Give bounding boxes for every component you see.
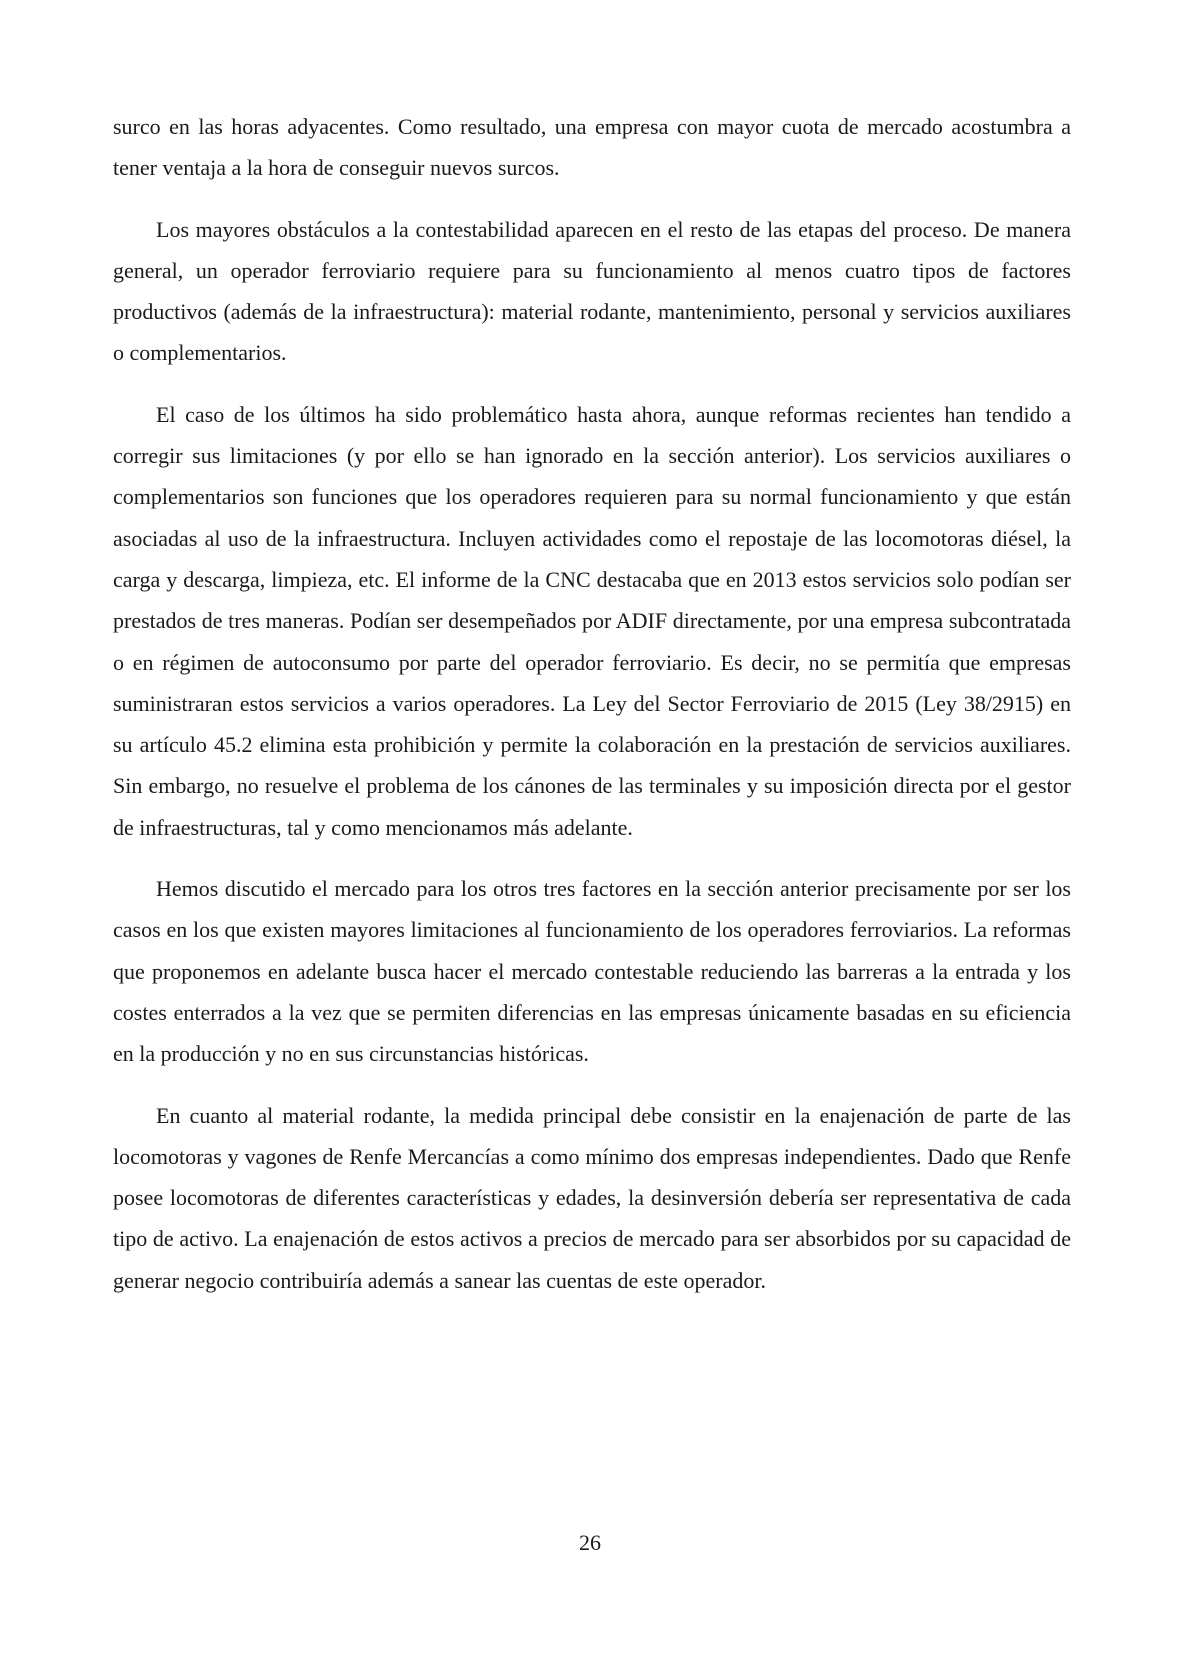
- paragraph-rolling-stock: En cuanto al material rodante, la medida principal debe consistir en la enajenación de parte de las locomotoras y vagones de Renfe Mercancías a como mínimo dos empresas independientes. Dado que Renfe posee locomotoras de diferentes características y edades, la desinversión debería ser representativa de cada tipo de activo. La enajenación de estos activos a precios de mercado para ser absorbidos por su capacidad de generar negocio contribuiría además a sanear las cuentas de este operador.: [113, 1102, 1071, 1293]
- paragraph-auxiliary-services: El caso de los últimos ha sido problemático hasta ahora, aunque reformas recientes han tendido a corregir sus limitaciones (y por ello se han ignorado en la sección anterior). Los servicios auxiliares o complementarios son funciones que los operadores requieren para su normal funcionamiento y que están asociadas al uso de la infraestructura. Incluyen actividades como el repostaje de las locomotoras diésel, la carga y descarga, limpieza, etc. El informe de la CNC destacaba que en 2013 estos servicios solo podían ser prestados de tres maneras. Podían ser desempeñados por ADIF directamente, por una empresa subcontratada o en régimen de autoconsumo por parte del operador ferroviario. Es decir, no se permitía que empresas suministraran estos servicios a varios operadores. La Ley del Sector Ferroviario de 2015 (Ley 38/2915) en su artículo 45.2 elimina esta prohibición y permite la colaboración en la prestación de servicios auxiliares. Sin embargo, no resuelve el problema de los cánones de las terminales y su imposición directa por el gestor de infraestructuras, tal y como mencionamos más adelante.: [113, 401, 1071, 840]
- paragraph-market-factors: Hemos discutido el mercado para los otros tres factores en la sección anterior precisamente por ser los casos en los que existen mayores limitaciones al funcionamiento de los operadores ferroviarios. La reformas que proponemos en adelante busca hacer el mercado contestable reduciendo las barreras a la entrada y los costes enterrados a la vez que se permiten diferencias en las empresas únicamente basadas en su eficiencia en la producción y no en sus circunstancias históricas.: [113, 876, 1071, 1067]
- paragraph-continuation: surco en las horas adyacentes. Como resultado, una empresa con mayor cuota de mercado acostumbra a tener ventaja a la hora de conseguir nuevos surcos.: [113, 114, 1071, 181]
- body-text: [113, 106, 1071, 1321]
- page-number: 26: [579, 1530, 601, 1555]
- paragraph-obstacles: Los mayores obstáculos a la contestabilidad aparecen en el resto de las etapas del proceso. De manera general, un operador ferroviario requiere para su funcionamiento al menos cuatro tipos de factores productivos (además de la infraestructura): material rodante, mantenimiento, personal y servicios auxiliares o complementarios.: [113, 216, 1071, 366]
